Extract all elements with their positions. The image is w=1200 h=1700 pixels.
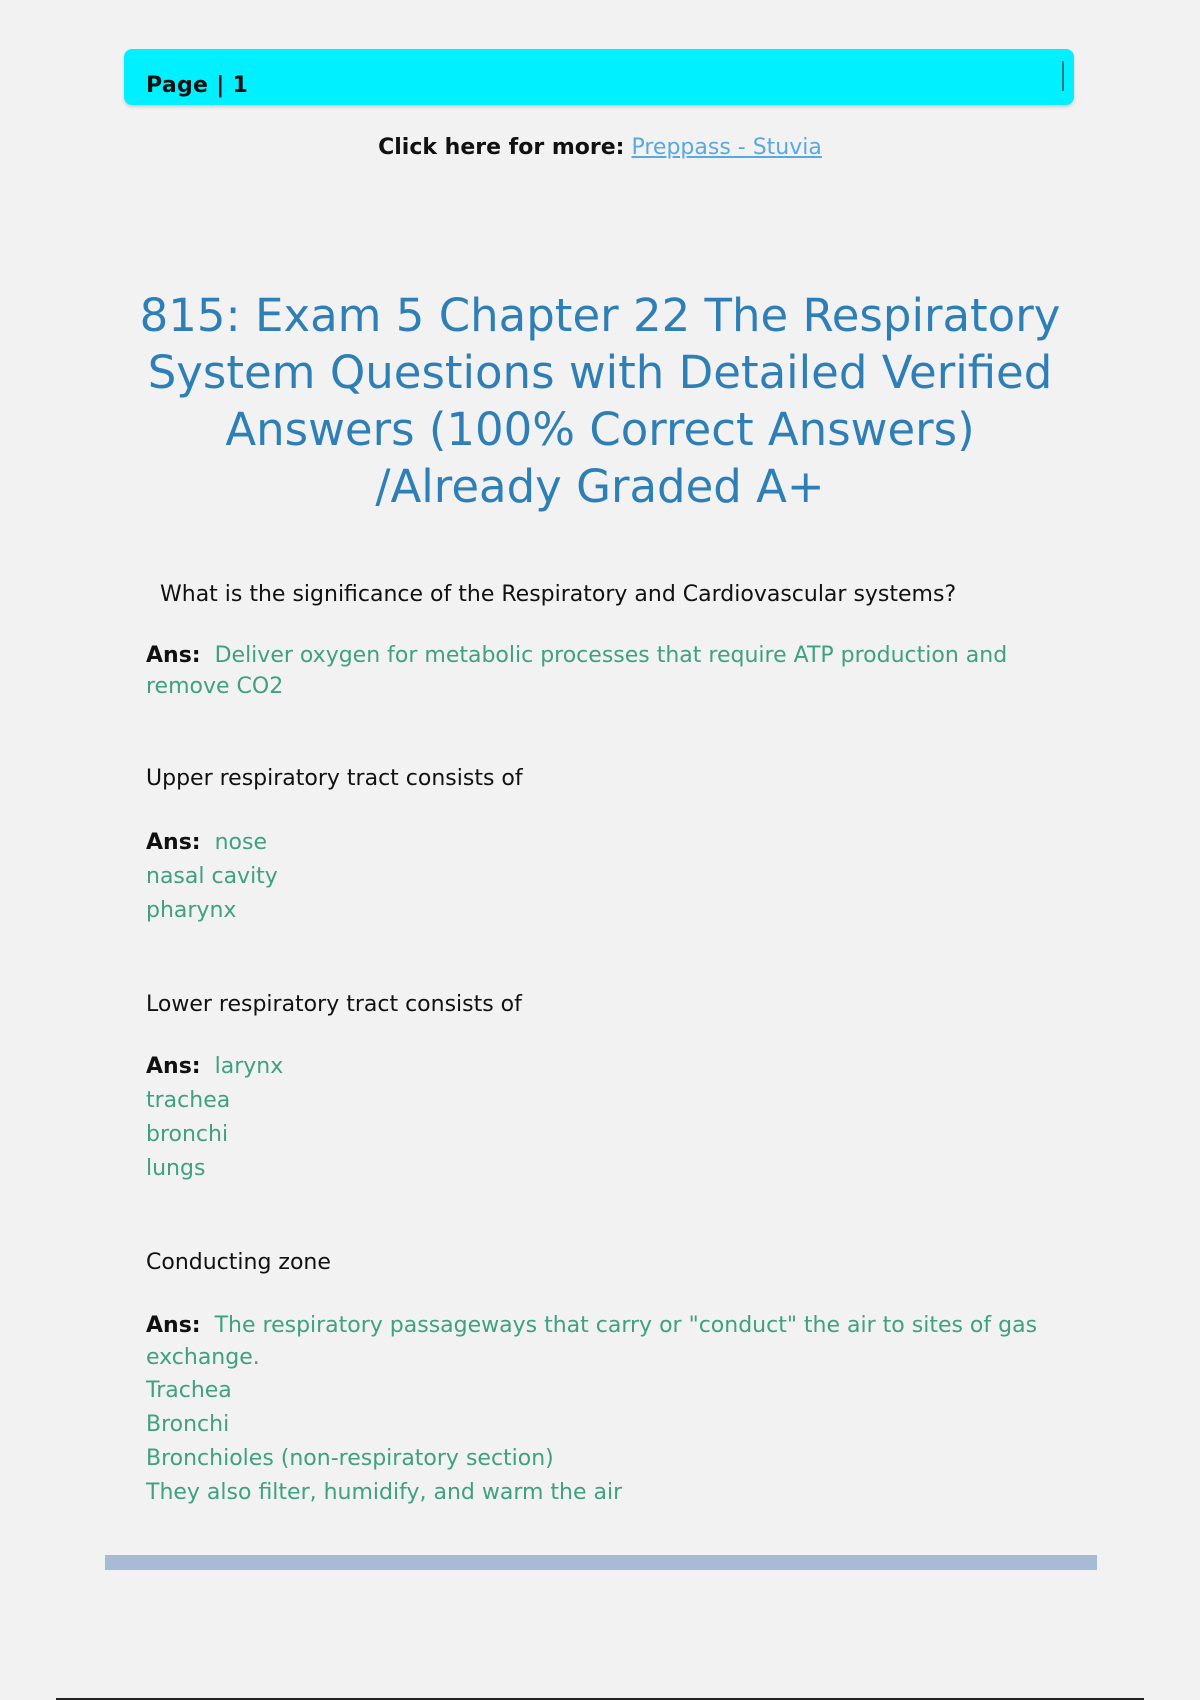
answer-text: The respiratory passageways that carry or "conduct" the air to sites of gas exchange. [146, 1313, 1038, 1370]
answer-text: lungs [146, 1156, 206, 1181]
answer-text: Bronchioles (non-respiratory section) [146, 1446, 554, 1471]
qa-item [146, 764, 1066, 794]
document-title: 815: Exam 5 Chapter 22 The Respiratory System Questions with Detailed Verified Answers (100% Correct Answers) /Already Graded A+ [139, 289, 1061, 513]
answer-text: bronchi [146, 1122, 229, 1147]
answer-text: pharynx [146, 898, 237, 923]
answer-block [146, 640, 1066, 702]
promo-prefix: Click here for more: [378, 135, 625, 160]
promo-link[interactable]: Preppass - Stuvia [631, 135, 822, 160]
answer-text: Deliver oxygen for metabolic processes that require ATP production and remove CO2 [146, 643, 1008, 699]
footer-rule [105, 1555, 1097, 1570]
question-text: Conducting zone [146, 1250, 331, 1275]
answer-label: Ans: [146, 1313, 201, 1338]
page-number-label: Page | 1 [146, 73, 249, 98]
question-text: Lower respiratory tract consists of [146, 992, 522, 1017]
answer-block [146, 1050, 1066, 1186]
qa-item [160, 580, 1080, 610]
answer-text: trachea [146, 1088, 231, 1113]
page-header-bar [124, 49, 1074, 105]
answer-label: Ans: [146, 830, 201, 855]
answer-text: nasal cavity [146, 864, 278, 889]
question-text: What is the significance of the Respiratory and Cardiovascular systems? [160, 582, 957, 607]
answer-block [146, 826, 1066, 928]
answer-block [146, 1310, 1066, 1510]
qa-item [146, 1248, 1066, 1278]
question-text: Upper respiratory tract consists of [146, 766, 523, 791]
answer-text: nose [214, 830, 267, 855]
answer-text: Bronchi [146, 1412, 230, 1437]
answer-text: They also filter, humidify, and warm the air [146, 1480, 623, 1505]
answer-text: Trachea [146, 1378, 232, 1403]
qa-item [146, 990, 1066, 1020]
text-cursor-mark [1062, 61, 1064, 91]
answer-label: Ans: [146, 1054, 201, 1079]
promo-line [0, 135, 1200, 160]
answer-label: Ans: [146, 643, 201, 668]
answer-text: larynx [214, 1054, 284, 1079]
